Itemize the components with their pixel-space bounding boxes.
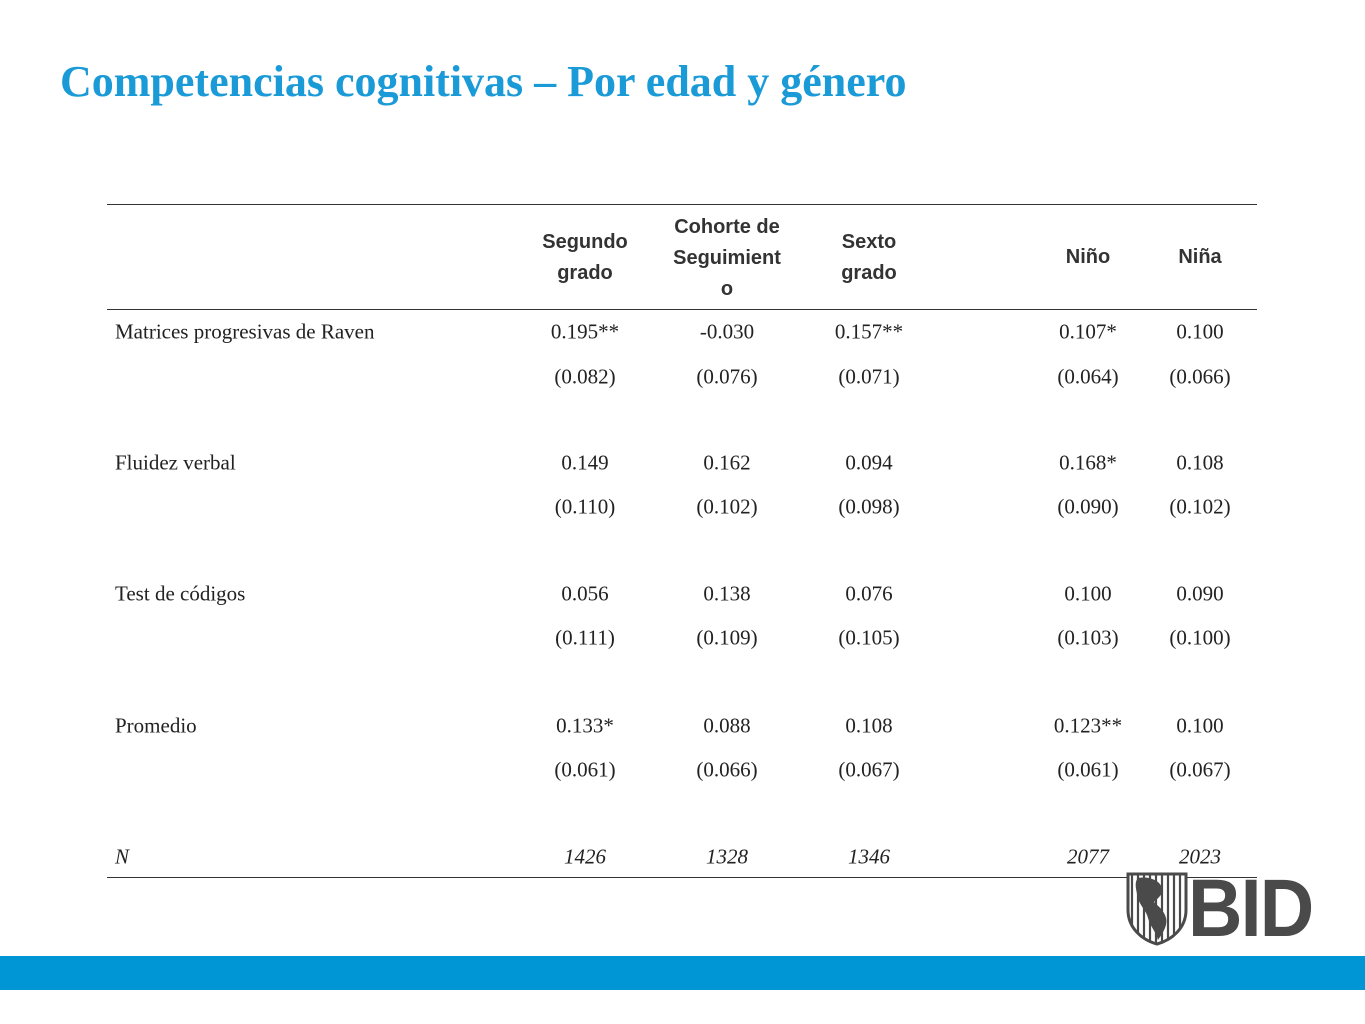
n-cell: 1346 xyxy=(848,844,890,869)
se-cell: (0.061) xyxy=(1057,757,1119,782)
se-cell: (0.109) xyxy=(696,625,758,650)
coef-cell: 0.088 xyxy=(703,713,751,738)
se-cell: (0.110) xyxy=(554,494,616,519)
header-nino: Niño xyxy=(1065,246,1111,268)
header-segundo-grado: Segundo grado xyxy=(542,231,628,284)
n-cell: 2077 xyxy=(1067,844,1109,869)
row-label: Fluidez verbal xyxy=(115,450,236,475)
coef-cell: 0.094 xyxy=(845,450,893,475)
se-cell: (0.100) xyxy=(1169,625,1231,650)
se-cell: (0.071) xyxy=(838,364,900,389)
coef-cell: 0.100 xyxy=(1176,319,1224,344)
coef-cell: 0.195** xyxy=(550,319,620,344)
se-cell: (0.067) xyxy=(838,757,900,782)
coef-cell: 0.138 xyxy=(703,581,751,606)
coef-cell: 0.100 xyxy=(1064,581,1112,606)
se-cell: (0.102) xyxy=(696,494,758,519)
coef-cell: 0.056 xyxy=(561,581,609,606)
se-cell: (0.105) xyxy=(838,625,900,650)
row-label-n: N xyxy=(115,844,130,869)
n-cell: 1426 xyxy=(564,844,606,869)
coef-cell: 0.090 xyxy=(1176,581,1224,606)
coef-cell: 0.162 xyxy=(703,450,751,475)
coef-cell: 0.168* xyxy=(1059,450,1117,475)
coef-cell: 0.133* xyxy=(556,713,614,738)
se-cell: (0.090) xyxy=(1057,494,1119,519)
n-cell: 2023 xyxy=(1179,844,1221,869)
footer-bar xyxy=(0,956,1365,990)
header-nina: Niña xyxy=(1178,246,1222,268)
n-cell: 1328 xyxy=(706,844,748,869)
row-label: Matrices progresivas de Raven xyxy=(115,319,375,344)
se-cell: (0.102) xyxy=(1169,494,1231,519)
coef-cell: 0.100 xyxy=(1176,713,1224,738)
table-top-rule xyxy=(107,204,1257,205)
se-cell: (0.082) xyxy=(554,364,616,389)
se-cell: (0.076) xyxy=(696,364,758,389)
se-cell: (0.067) xyxy=(1169,757,1231,782)
coef-cell: 0.149 xyxy=(561,450,609,475)
bid-logo xyxy=(1124,863,1330,954)
se-cell: (0.064) xyxy=(1057,364,1119,389)
row-label: Promedio xyxy=(115,713,197,738)
coef-cell: 0.108 xyxy=(845,713,893,738)
bid-logo-text: BID xyxy=(1188,863,1313,954)
coef-cell: 0.108 xyxy=(1176,450,1224,475)
se-cell: (0.098) xyxy=(838,494,900,519)
coef-cell: -0.030 xyxy=(699,319,755,344)
se-cell: (0.111) xyxy=(555,625,615,650)
se-cell: (0.066) xyxy=(1169,364,1231,389)
slide-title: Competencias cognitivas – Por edad y género xyxy=(60,57,907,106)
coef-cell: 0.107* xyxy=(1059,319,1117,344)
table-bottom-rule xyxy=(107,877,1257,878)
se-cell: (0.103) xyxy=(1057,625,1119,650)
se-cell: (0.066) xyxy=(696,757,758,782)
header-cohorte-seguimiento: Cohorte de Seguimient o xyxy=(673,216,781,300)
row-label: Test de códigos xyxy=(115,581,246,606)
coef-cell: 0.076 xyxy=(845,581,893,606)
table-header-rule xyxy=(107,309,1257,310)
coef-cell: 0.157** xyxy=(834,319,904,344)
coef-cell: 0.123** xyxy=(1053,713,1123,738)
se-cell: (0.061) xyxy=(554,757,616,782)
globe-emblem-icon xyxy=(1124,870,1190,946)
header-sexto-grado: Sexto grado xyxy=(841,231,897,284)
